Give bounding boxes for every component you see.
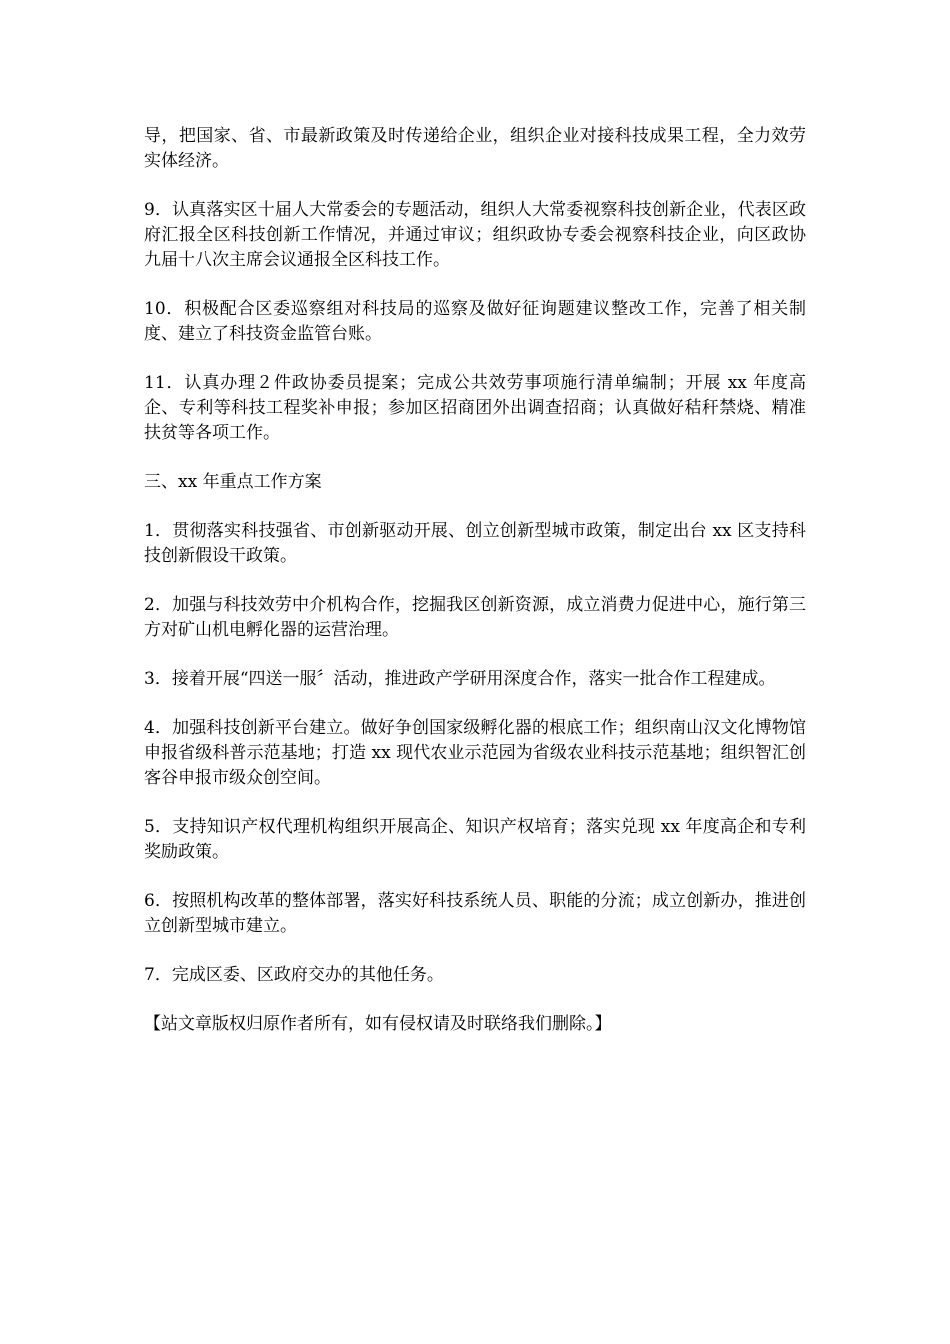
copyright-notice: 【站文章版权归原作者所有，如有侵权请及时联络我们删除。】 [144,1014,612,1034]
paragraph-item-11: 11．认真办理２件政协委员提案；完成公共效劳事项施行清单编制；开展 xx 年度高企、专利等科技工程奖补申报；参加区招商团外出调查招商；认真做好秸秆禁烧、精准扶贫等各项工作。 [144,373,806,443]
plan-item-7: 7．完成区委、区政府交办的其他任务。 [144,965,444,985]
paragraph-item-9: 9．认真落实区十届人大常委会的专题活动，组织人大常委视察科技创新企业，代表区政府汇报全区科技创新工作情况，并通过审议；组织政协专委会视察科技企业，向区政协九届十八次主席会议通报全区科技工作。 [144,200,806,270]
plan-item-4: 4．加强科技创新平台建立。做好争创国家级孵化器的根底工作；组织南山汉文化博物馆申报省级科普示范基地；打造 xx 现代农业示范园为省级农业科技示范基地；组织智汇创客谷申报市级众创空间。 [144,718,806,788]
plan-item-2: 2．加强与科技效劳中介机构合作，挖掘我区创新资源，成立消费力促进中心，施行第三方对矿山机电孵化器的运营治理。 [144,595,806,640]
plan-item-1: 1．贯彻落实科技强省、市创新驱动开展、创立创新型城市政策，制定出台 xx 区支持科技创新假设干政策。 [144,521,806,566]
section-heading: 三、xx 年重点工作方案 [144,472,322,492]
plan-item-6: 6．按照机构改革的整体部署，落实好科技系统人员、职能的分流；成立创新办，推进创立创新型城市建立。 [144,891,806,936]
paragraph-continuation: 导，把国家、省、市最新政策及时传递给企业，组织企业对接科技成果工程，全力效劳实体经济。 [144,126,806,171]
plan-item-3: 3．接着开展“四送一服〞活动，推进政产学研用深度合作，落实一批合作工程建成。 [144,669,776,689]
plan-item-5: 5．支持知识产权代理机构组织开展高企、知识产权培育；落实兑现 xx 年度高企和专利奖励政策。 [144,817,806,862]
document-body [144,124,806,1061]
paragraph-item-10: 10．积极配合区委巡察组对科技局的巡察及做好征询题建议整改工作，完善了相关制度、建立了科技资金监管台账。 [144,299,806,344]
